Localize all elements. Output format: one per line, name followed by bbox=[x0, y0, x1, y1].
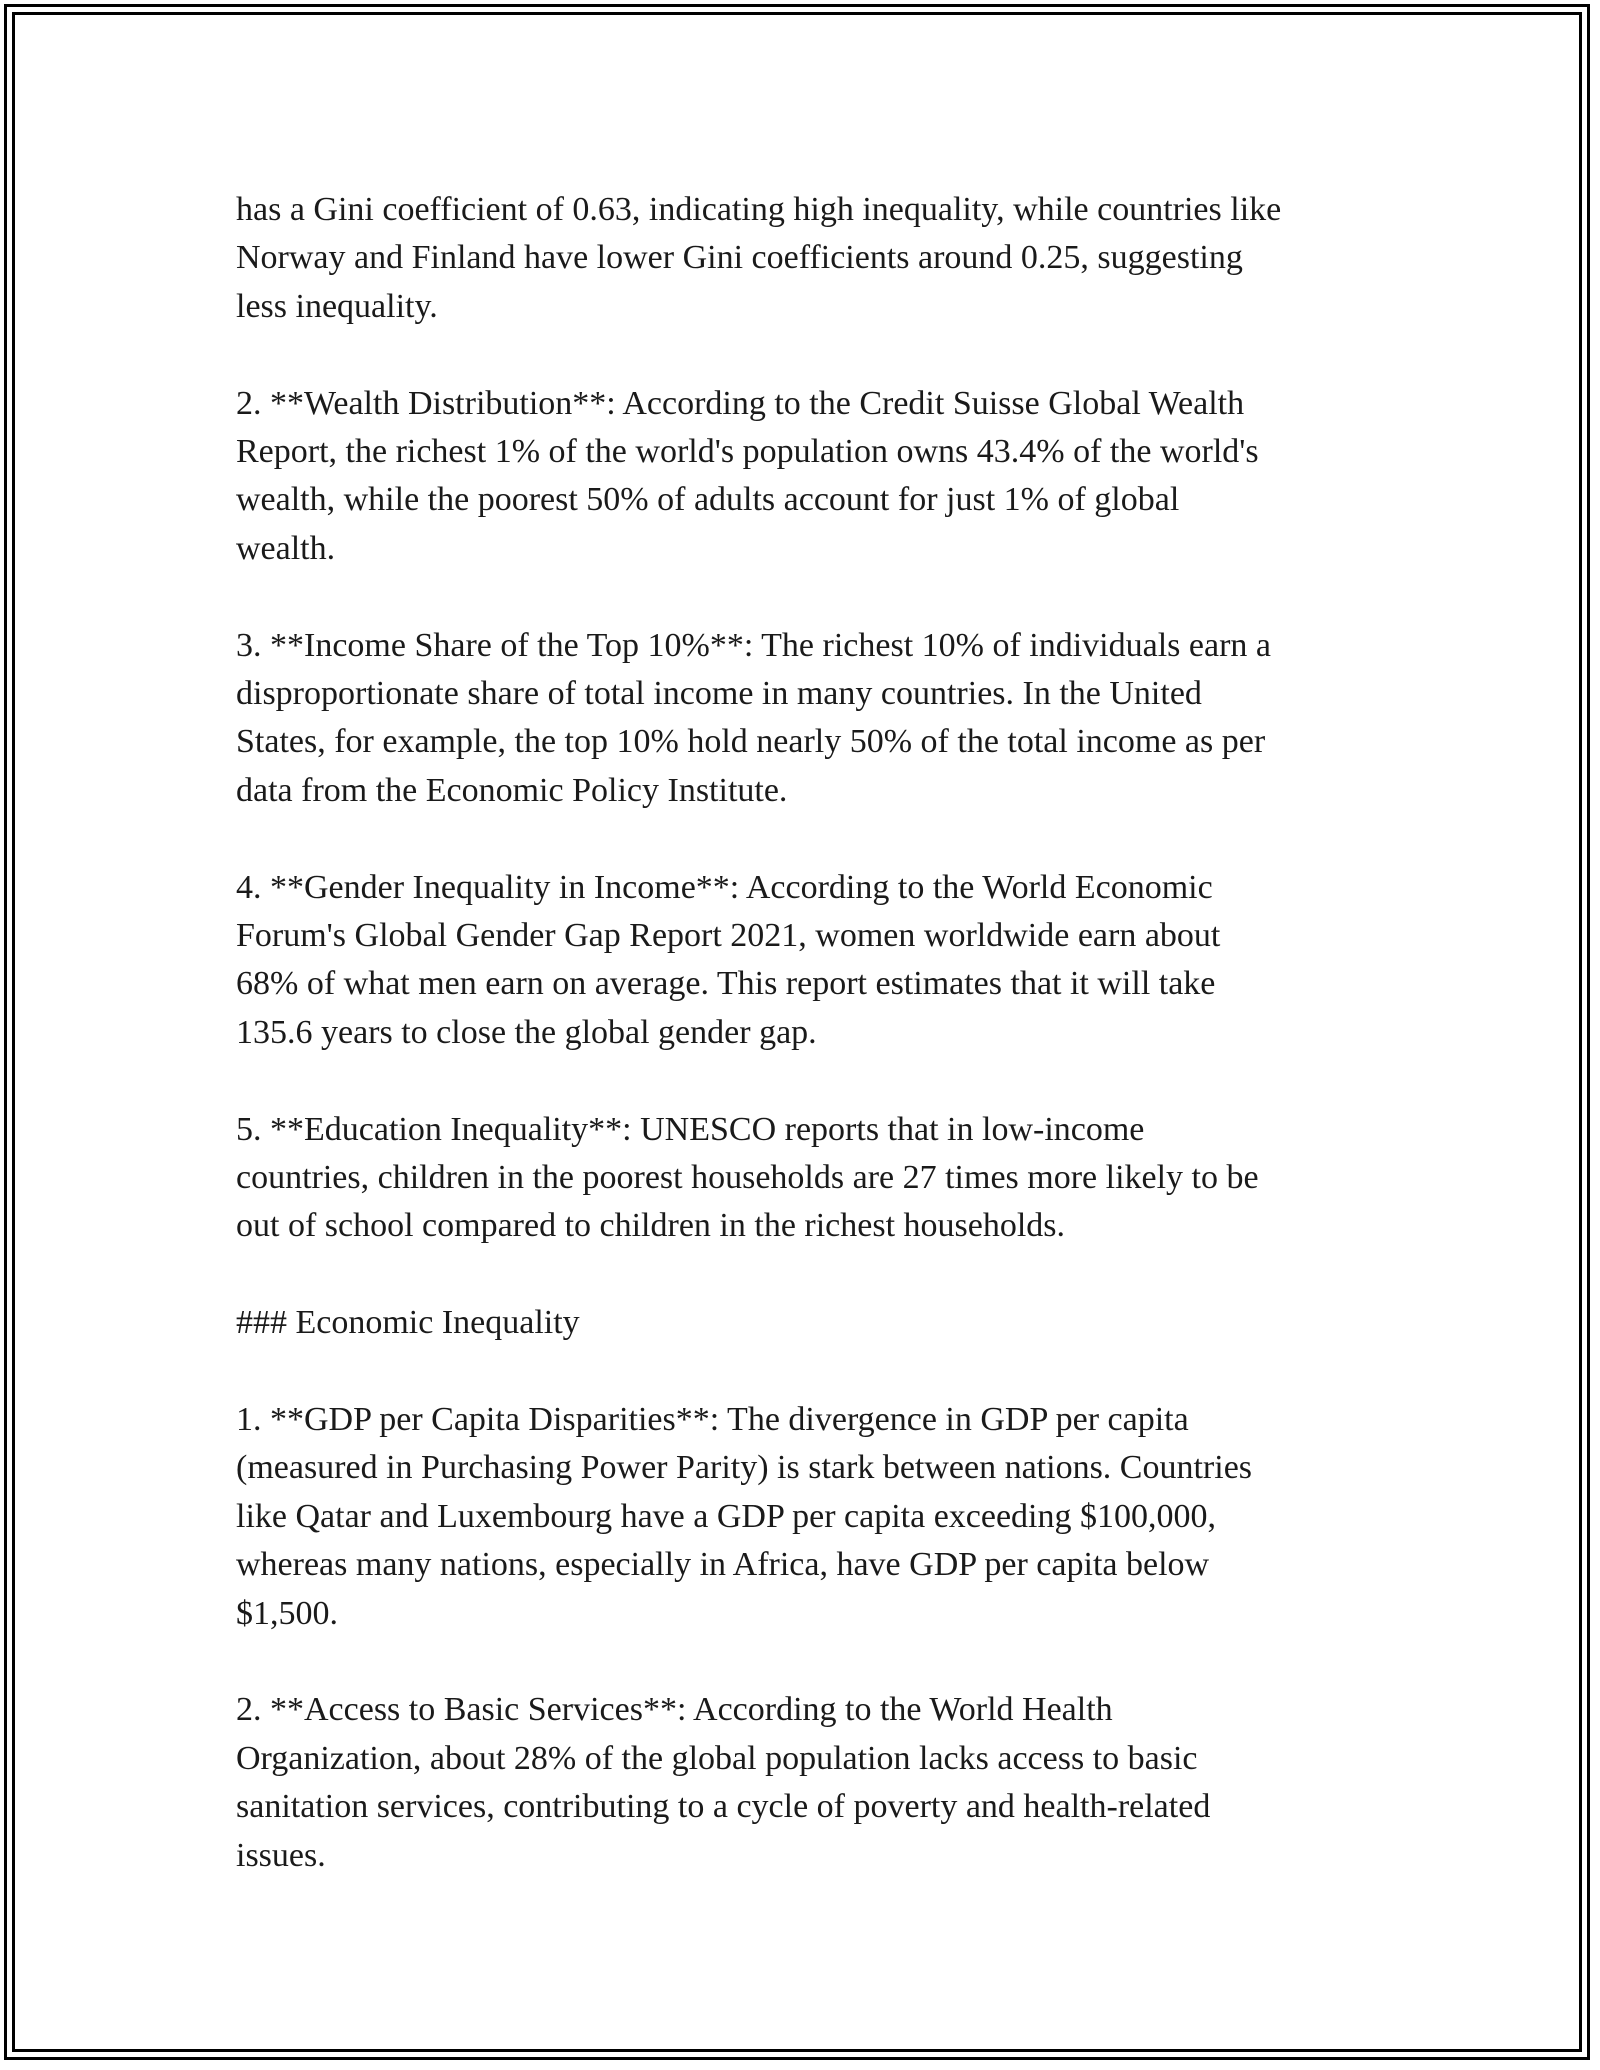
paragraph-gini-continuation: has a Gini coefficient of 0.63, indicating high inequality, while countries like Norway and Finland have lower Gini coefficients around 0.25, suggesting less inequality. bbox=[236, 191, 1282, 325]
document-body bbox=[236, 186, 1376, 1929]
section-heading-economic-inequality: ### Economic Inequality bbox=[236, 1304, 580, 1342]
paragraph-income-share-top-10: 3. **Income Share of the Top 10%**: The richest 10% of individuals earn a disproportionate share of total income in many countries. In the United States, for example, the top 10% hold nearly 50% of the total income as per data from the Economic Policy Institute. bbox=[236, 626, 1271, 809]
paragraph-gdp-per-capita: 1. **GDP per Capita Disparities**: The divergence in GDP per capita (measured in Purchasing Power Parity) is stark between nations. Countries like Qatar and Luxembourg have a GDP per capita exceeding $100,000, whereas many nations, especially in Africa, have GDP per capita below $1,500. bbox=[236, 1401, 1253, 1632]
paragraph-basic-services: 2. **Access to Basic Services**: According to the World Health Organization, about 28% of the global population lacks access to basic sanitation services, contributing to a cycle of poverty and health-related issues. bbox=[236, 1691, 1211, 1874]
paragraph-education-inequality: 5. **Education Inequality**: UNESCO reports that in low-income countries, children in the poorest households are 27 times more likely to be out of school compared to children in the richest households. bbox=[236, 1110, 1259, 1245]
paragraph-wealth-distribution: 2. **Wealth Distribution**: According to the Credit Suisse Global Wealth Report, the richest 1% of the world's population owns 43.4% of the world's wealth, while the poorest 50% of adults account for just 1% of global wealth. bbox=[236, 384, 1259, 567]
paragraph-gender-inequality: 4. **Gender Inequality in Income**: According to the World Economic Forum's Global Gender Gap Report 2021, women worldwide earn about 68% of what men earn on average. This report estimates that it will take 135.6 years to close the global gender gap. bbox=[236, 868, 1221, 1051]
